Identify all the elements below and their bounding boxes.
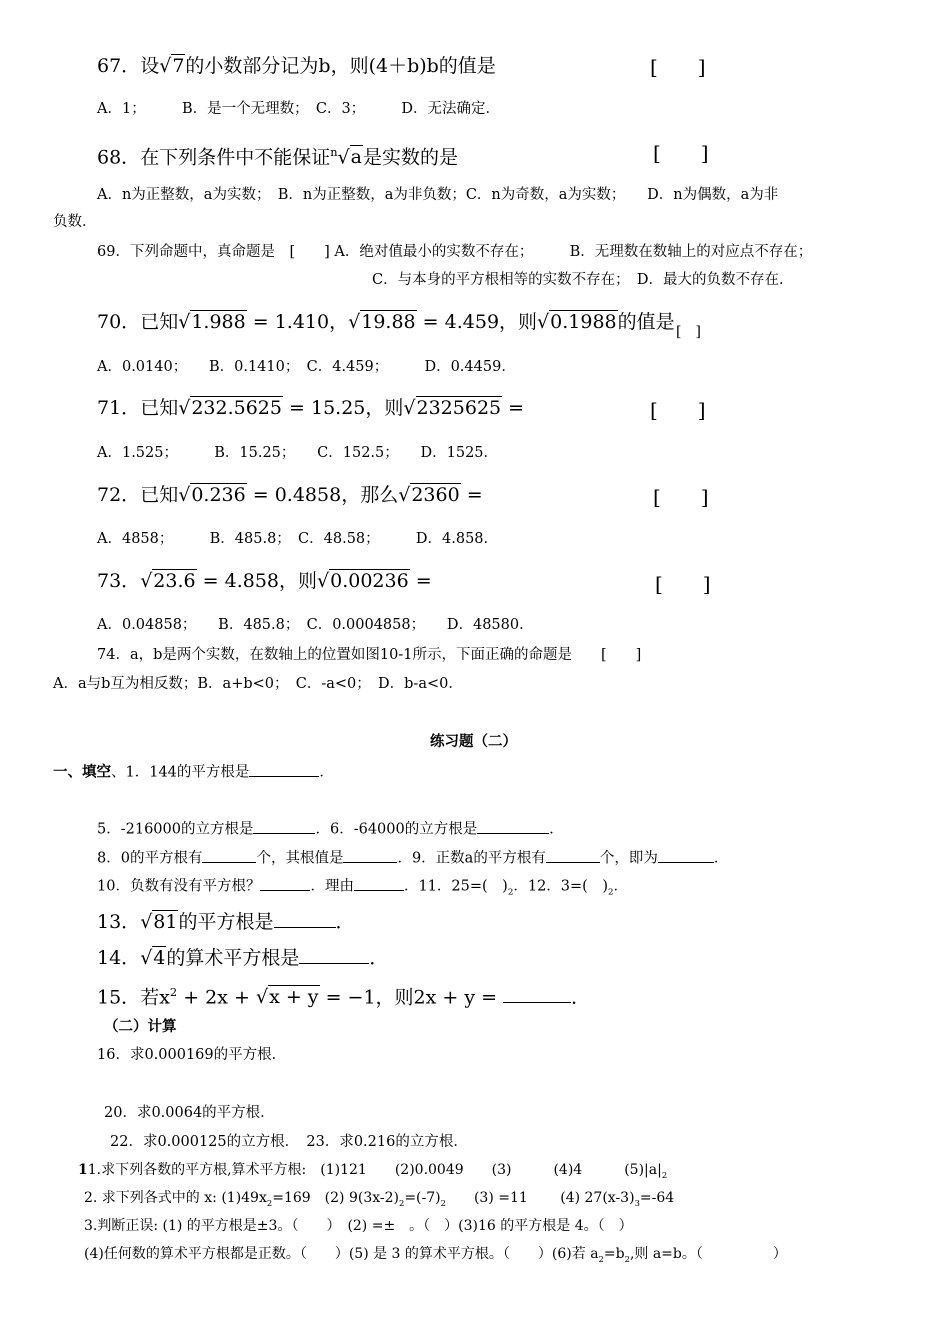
calc-section-title: （二）计算 [104,1018,177,1035]
sqrt-0-1988: √0.1988 [537,311,617,333]
answer-blank[interactable] [546,847,600,863]
answer-blank[interactable] [343,847,397,863]
answer-blank[interactable] [260,875,310,891]
exercise-1: 11.求下列各数的平方根,算术平方根: (1)121 (2)0.0049 (3) (4)4 $(5)|a|_2$ [78,1162,668,1180]
calc-question-22-23: 22．求0.000125的立方根． 23．求0.216的立方根． [110,1134,468,1150]
answer-blank[interactable] [253,818,315,834]
answer-bracket-67[interactable]: [ ] [650,55,706,79]
sqrt-2360: √2360 [398,484,460,506]
answer-blank[interactable] [477,818,549,834]
question-68: 68．在下列条件中不能保证$^n$√a是实数的是 [97,140,458,169]
exercise-2: 2. 求下列各式中的 x: $(1)49x_2=169$ (2) $9(3x-2)_2=(-7)_2$ (3) =11 (4) $27(x-3)_3=-64$ [84,1190,675,1208]
sqrt-x-plus-y: √x + y [255,986,319,1009]
sqrt-23-6: √23.6 [140,570,196,592]
options-72: A．4858； B．485.8； C．48.58； D．4.858． [97,531,499,547]
calc-question-20: 20．求0.0064的平方根． [104,1105,275,1121]
answer-bracket-73[interactable]: [ ] [655,572,711,596]
calc-question-16: 16．求0.000169的平方根． [97,1047,287,1063]
sqrt-81: √81 [140,911,178,933]
fill-question-14: 14．√4的算术平方根是 ． [97,944,388,970]
fill-question-10-12: 10．负数有没有平方根？ ．理由 ．11．25=( )$_2$．12．3=( )$_2$． [97,875,628,901]
answer-bracket-71[interactable]: [ ] [650,398,706,422]
sqrt-1988: √1.988 [178,311,246,333]
answer-blank[interactable] [503,983,571,1003]
question-71: 71．已知√232.5625 = 15.25，则√2325625 = [97,397,525,419]
fill-question-8-9: 8．0的平方根有 个，其根值是 ．9．正数a的平方根有 个，即为 ． [97,847,728,868]
sqrt-0-236: √0.236 [178,484,246,506]
answer-bracket-70[interactable]: [ ] [676,324,701,340]
answer-blank[interactable] [202,847,256,863]
sqrt-232-5625: √232.5625 [178,397,282,419]
answer-blank[interactable] [249,761,319,777]
exercise-3: 3.判断正误: (1) 的平方根是±3。（ ） (2) =± 。（ ）(3)16 的平方根是 4。（ ） [84,1218,633,1234]
options-74: A．a与b互为相反数；B．a+b<0； C．-a<0； D．b-a<0． [53,676,463,692]
section-title: 练习题（二） [430,733,517,750]
question-73: 73．√23.6 = 4.858，则√0.00236 = [97,570,432,592]
question-72: 72．已知√0.236 = 0.4858，那么√2360 = [97,484,483,506]
options-68-line1: A．n为正整数，a为实数； B．n为正整数，a为非负数；C．n为奇数，a为实数； D．n为偶数，a为非 [97,187,779,203]
question-70: 70．已知√1.988 = 1.410，√19.88 = 4.459，则√0.1988的值是 [97,311,675,333]
options-71: A．1.525； B．15.25； C．152.5； D．1525． [97,445,499,461]
nth-root-a: $^n$√a [330,145,362,169]
fill-question-15: 15．若$x^2 + 2x + √x + y = -1$，则2x + y = ． [97,985,591,1009]
sqrt-2325625: √2325625 [403,397,502,419]
exercise-4-6: (4)任何数的算术平方根都是正数。（ ）(5) 是 3 的算术平方根。（ ）(6)若 $a_2=b_2$,则 a=b。（ ） [84,1246,787,1264]
sqrt-0-00236: √0.00236 [317,570,409,592]
answer-blank[interactable] [658,847,714,863]
question-74: 74．a，b是两个实数，在数轴上的位置如图10-1所示，下面正确的命题是 [ ] [97,647,642,663]
question-67: 67．设√7的小数部分记为b，则(4＋b)b的值是 [97,55,496,77]
answer-blank[interactable] [354,875,404,891]
fill-question-13: 13．√81的平方根是 ． [97,908,355,934]
options-67: A．1； B．是一个无理数； C．3； D．无法确定． [97,101,501,117]
answer-bracket-68[interactable]: [ ] [653,141,709,165]
sqrt-7: √7 [159,55,185,77]
answer-blank[interactable] [274,908,336,928]
answer-bracket-72[interactable]: [ ] [653,485,709,509]
sqrt-19-88: √19.88 [348,311,416,333]
options-73: A．0.04858； B．485.8； C．0.0004858； D．48580． [97,617,534,633]
fill-question-1: 一、填空、1．144的平方根是 ． [53,761,334,782]
options-68-line2: 负数． [53,214,97,230]
sqrt-4: √4 [140,947,166,969]
answer-blank[interactable] [299,944,369,964]
fill-question-5-6: 5．-216000的立方根是 ．6．-64000的立方根是 ． [97,818,564,839]
question-69-line2: C．与本身的平方根相等的实数不存在； D．最大的负数不存在． [372,272,794,288]
question-69-line1: 69．下列命题中，真命题是 [ ] A．绝对值最小的实数不存在； B．无理数在数轴上的对应点不存在； [97,244,813,260]
options-70: A．0.0140； B．0.1410； C．4.459； D．0.4459． [97,359,516,375]
